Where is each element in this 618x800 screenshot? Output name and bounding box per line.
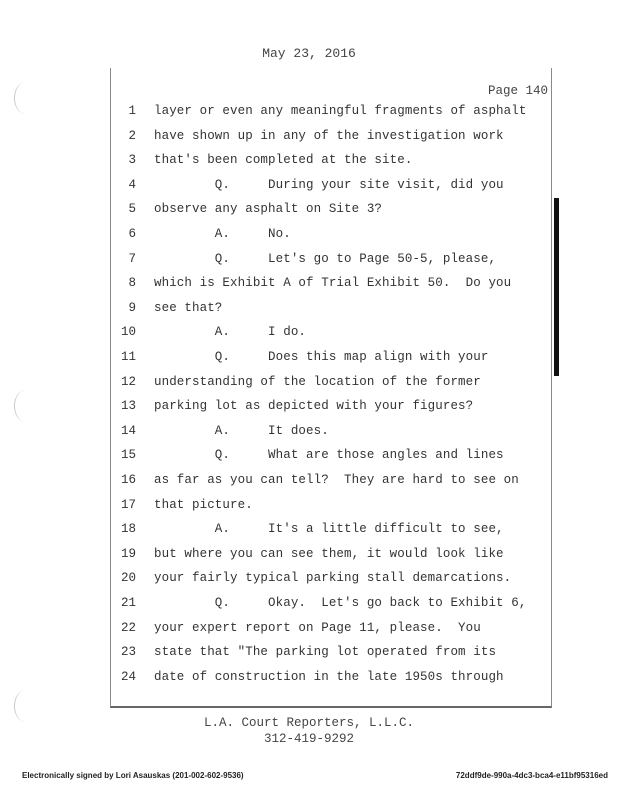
line-number: 12 <box>120 374 136 389</box>
line-number: 24 <box>120 669 136 684</box>
footer-phone: 312-419-9292 <box>263 732 354 746</box>
line-text: have shown up in any of the investigation work <box>154 128 504 143</box>
line-text: A. It does. <box>154 423 329 438</box>
line-text: A. I do. <box>154 325 307 340</box>
line-number: 17 <box>120 497 136 512</box>
line-text: Q. Okay. Let's go back to Exhibit 6, <box>154 596 527 610</box>
line-number: 9 <box>128 300 136 315</box>
line-text: Q. What are those angles and lines <box>154 448 504 463</box>
line-text: your expert report on Page 11, please. You <box>154 620 481 635</box>
line-number: 18 <box>120 522 136 537</box>
line-number: 7 <box>128 251 136 266</box>
page-number: Page 140 <box>487 84 548 98</box>
margin-bar <box>554 198 559 376</box>
line-text: Q. Does this map align with your <box>154 350 489 364</box>
line-text: as far as you can tell? They are hard to see on <box>154 473 519 487</box>
line-text: that picture. <box>154 497 253 512</box>
line-number: 2 <box>128 128 136 143</box>
line-number: 21 <box>120 596 136 610</box>
binder-hole-top <box>14 82 37 114</box>
line-text: layer or even any meaningful fragments of asphalt <box>154 104 527 118</box>
line-number: 20 <box>120 571 136 586</box>
line-number: 22 <box>120 620 136 635</box>
line-number: 11 <box>120 350 136 364</box>
line-text: your fairly typical parking stall demarcations. <box>154 571 512 586</box>
line-number: 6 <box>128 227 136 241</box>
line-text: A. No. <box>154 227 291 241</box>
line-text: but where you can see them, it would look like <box>154 546 504 561</box>
line-text: parking lot as depicted with your figures? <box>154 399 474 414</box>
line-text: Q. During your site visit, did you <box>154 177 504 192</box>
line-text: Q. Let's go to Page 50-5, please, <box>154 251 497 266</box>
line-text: observe any asphalt on Site 3? <box>154 202 383 217</box>
line-number: 14 <box>120 423 136 438</box>
line-number: 16 <box>120 473 136 487</box>
line-number: 10 <box>120 325 136 340</box>
line-number: 1 <box>128 104 136 118</box>
line-number: 4 <box>128 177 136 192</box>
line-text: see that? <box>154 300 223 315</box>
line-text: state that "The parking lot operated from its <box>154 645 497 660</box>
line-number: 23 <box>120 645 136 660</box>
line-text: date of construction in the late 1950s through <box>154 669 504 684</box>
line-number: 3 <box>128 153 136 168</box>
document-hash: 72ddf9de-990a-4dc3-bca4-e11bf95316ed <box>455 771 608 780</box>
line-number: 19 <box>120 546 136 561</box>
binder-hole-middle <box>14 390 37 422</box>
transcript-date: May 23, 2016 <box>262 46 356 61</box>
line-text: understanding of the location of the former <box>154 374 481 389</box>
line-number: 5 <box>128 202 136 217</box>
line-text: which is Exhibit A of Trial Exhibit 50. Do you <box>154 276 512 291</box>
electronic-signature: Electronically signed by Lori Asauskas (201-002-602-9536) <box>22 771 244 780</box>
line-number: 8 <box>128 276 136 291</box>
line-text: that's been completed at the site. <box>154 153 413 168</box>
line-number: 13 <box>120 399 136 414</box>
footer-company: L.A. Court Reporters, L.L.C. <box>203 716 415 730</box>
line-number: 15 <box>120 448 136 463</box>
line-text: A. It's a little difficult to see, <box>154 522 504 537</box>
